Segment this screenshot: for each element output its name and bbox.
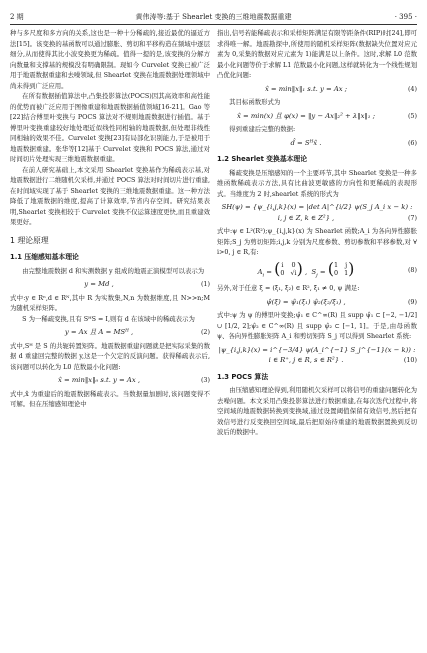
paragraph: 在所有数据插值算法中,凸集投影算法(POCS)因其高效率和高性能的优势而被广泛应用于图像重建和地震数据插值领域[16-21]。Gao 等[22]结合傅里叶变换与 POCS 算法对不规则地震数据进行插值。基于傅里叶变换重建较好地处理近似线性同相轴的地震数据,但处理非线性同相轴的效果不佳。Curvelet 变换[23]有局部化识别能力,于是被用于地震数据重建。张华等[12]基于 Curvelet 变换和 POCS 算法,通过对时间切片处理实现三维地震数据重建。: [10, 92, 210, 163]
subsection-heading: 1.1 压缩感知基本理论: [10, 253, 79, 261]
paragraph: 在前人研究基础上,本文采用 Shearlet 变换基作为稀疏表示基,对地震数据进行二维随机欠采样,并通过 POCS 算法对时间切片进行重建,在时间域实现了基于 Shearlet 变换的三维地震数据重建。这一种方法降低了地震数据的维度,提高了计算效率,节省内存空间。研究结果表明,Shearlet 变换相较于 Curvelet 变换不仅运算速度更快,而且重建效果更好。: [10, 165, 210, 226]
paragraph: 式中:ψ 为 ψ 的傅里叶变换;ψ̂₁ ∈ C^∞(R) 且 supp ψ̂₁ ⊂ [−2, −1/2] ∪ [1/2, 2];ψ̂₂ ∈ C^∞(R) 且 supp ψ̂₂ ⊂ [−1, 1]。于是,由母函数 ψ、各向异性膨胀矩阵 A_i 和剪切矩阵 S_j 可以得到 Shearlet 系统:: [217, 311, 417, 341]
equation-number: (8): [407, 266, 417, 275]
matrix-cell: 1: [344, 268, 349, 277]
equation-body: x̂ = min(x) 且 φ(x) = ‖y − Ax‖₂² + λ‖x‖₁ ;: [237, 111, 375, 120]
paragraph: 指出,信号若能稀疏表示和采样矩阵满足有限等距条件(RIP)时[24],即可求得唯一解。地震勘探中,所使用的随机采样矩阵(数据缺失位置对应元素为 0,采集的数据对应元素为 1)能满足以上条件。这时,求解 L0 范数最小化问题等价于求解 L1 范数最小化问题,这样就转化为一个线性规划凸优化问题:: [217, 29, 417, 79]
equation-10: [217, 345, 417, 366]
equation-5: [217, 111, 417, 122]
equation-7: [217, 202, 417, 223]
equation-body: |ψ_{i,j,k}(x) = i^{−3/4} ψ(A_i^{−1} S_j^{−1}(x − k)) :: [218, 345, 416, 354]
equation-number: (3): [200, 376, 210, 384]
equation-body: SH(ψ) = {ψ_{i,j,k}(x) = |det A|^{i/2} ψ(S_j A_i x − k) :: [221, 203, 413, 211]
header-title: 黄伟涛等:基于 Shearlet 变换的三维地震数据重建: [135, 13, 292, 21]
equation-body: y = Md ,: [84, 280, 114, 288]
subsection-heading: 1.2 Shearlet 变换基本理论: [217, 155, 308, 163]
page-number: · 395 ·: [394, 13, 417, 21]
issue-number: 2 期: [10, 13, 24, 21]
matrix-cell: 0: [280, 268, 285, 277]
equation-body: ψ̂(ξ) = ψ̂₁(ξ₁) ψ̂₂(ξ₂/ξ₁) ,: [266, 297, 346, 306]
equation-8: [217, 258, 417, 281]
equation-body: $A_i$ = ( i 0 0 √i ) , $S_j$ = ( 1 j 0 1 ): [257, 258, 355, 278]
equation-number: (4): [407, 84, 417, 93]
equation-body: i ∈ R⁺, j ∈ R, s ∈ R²} .: [268, 356, 344, 365]
matrix-cell: j: [345, 260, 348, 269]
equation-9: [217, 297, 417, 308]
paragraph: 稀疏变换是压缩感知的一个主要环节,其中 Shearlet 变换是一种多维函数稀疏表示方法,具有比曲波更敏感的方向性和更稀疏的表现形式。当维度为 2 时,shearlet 系统的形式为: [217, 168, 417, 198]
paragraph: S 为一稀疏变换,且有 SᴴS = I,则有 d 在该域中的稀疏表示为: [22, 314, 195, 323]
matrix-cell: 1: [334, 260, 339, 269]
left-column: [10, 28, 210, 410]
equation-body: d̂ = Sᴴx̂ .: [290, 138, 322, 147]
equation-number: (7): [407, 213, 417, 222]
equation-2: [10, 327, 210, 338]
paragraph: 式中:ψ ∈ L²(R²);ψ_{i,j,k}(x) 为 Shearlet 函数;A_i 为各向异性膨胀矩阵;S_j 为剪切矩阵;i,j,k 分别为尺度参数、剪切参数和平移参数,对 ∀ i>0, j ∈ R,有:: [217, 227, 417, 256]
paragraph: 另外,对于任意 ξ = (ξ₁, ξ₂) ∈ R², ξ₁ ≠ 0, ψ 满足:: [217, 284, 360, 293]
equation-number: (1): [200, 280, 210, 288]
running-header: [10, 12, 417, 25]
matrix-s: ( 1 j 0 1 ): [327, 258, 355, 278]
section-heading: 1 理论原理: [10, 235, 49, 245]
matrix-a: ( i 0 0 √i ): [274, 258, 303, 278]
equation-6: [217, 138, 417, 149]
paragraph: 由压缩感知理论得到,利用随机欠采样可以将信号的重建问题转化为去噪问题。本文采用凸集投影算法进行数据重建,在每次迭代过程中,将空间域的地震数据转换到变换域,通过设置阈值保留有效信号,然后把有效信号进行反变换回空间域,最后把原始待重建的地震数据置换到反切波后的数据中。: [217, 386, 417, 437]
equation-number: (6): [407, 138, 417, 147]
equation-body: x̂ = min‖x‖₀ s.t. y = Ax ,: [58, 376, 140, 384]
right-column: [217, 28, 417, 438]
equation-body: i, j ∈ Z, k ∈ Z²} ,: [277, 213, 335, 222]
paragraph: 得到重建后完整的数据:: [229, 125, 296, 133]
paragraph: 种与多尺度和多方向的关系,这也是一种十分稀疏的,接近最优的逼近方法[15]。该变换的基函数可以通过膨胀、剪切和平移构造在频域中逐层细分,从而使得其比小波变换更为稀疏。值得一提的是,该变换的分解方向数量和支撑基的规模没有明确限制。现如今 Curvelet 变换已被广泛用于地震数据重建和去噪领域,但 Shearlet 变换在地震数据处理领域中尚未得到广泛应用。: [10, 29, 210, 90]
equation-number: (5): [407, 111, 417, 120]
paragraph: 式中,Sᴴ 是 S 的共轭转置矩阵。地震数据重建问题就是把实际采集的数据 d 重建回完整的数据 y,这是一个欠定的反演问题。获得稀疏表示后,该问题可以转化为 L0 范数最小化问题:: [10, 341, 210, 371]
equation-number: (2): [200, 328, 210, 336]
paragraph: 式中:y ∈ Rⁿ,d ∈ Rᴺ,其中 R 为实数集,N,n 为数据维度,且 N>>n;M 为随机采样矩阵。: [10, 293, 210, 312]
paragraph: 其目标函数形式为: [229, 98, 281, 106]
equation-number: (10): [403, 356, 417, 365]
subsection-heading: 1.3 POCS 算法: [217, 372, 269, 381]
equation-3: [10, 375, 210, 386]
matrix-cell: i: [281, 260, 284, 269]
matrix-cell: 0: [291, 260, 296, 269]
equation-body: y = Ax 且 A = MSᴴ ,: [64, 328, 134, 336]
equation-number: (9): [407, 297, 417, 306]
equation-4: [217, 84, 417, 95]
paragraph: 由完整地震数据 d 和实测数据 y 组成的地震正演模型可以表示为: [22, 266, 205, 275]
equation-1: [10, 279, 210, 290]
equation-body: x̂ = min‖x‖₁ s.t. y = Ax ;: [264, 84, 348, 93]
paragraph: 式中,x̂ 为重建后的地震数据稀疏表示。当数据量加剧时,该问题变得不可解。但在压缩感知理论中: [10, 389, 210, 408]
matrix-cell: √i: [290, 268, 297, 277]
matrix-cell: 0: [334, 268, 339, 277]
